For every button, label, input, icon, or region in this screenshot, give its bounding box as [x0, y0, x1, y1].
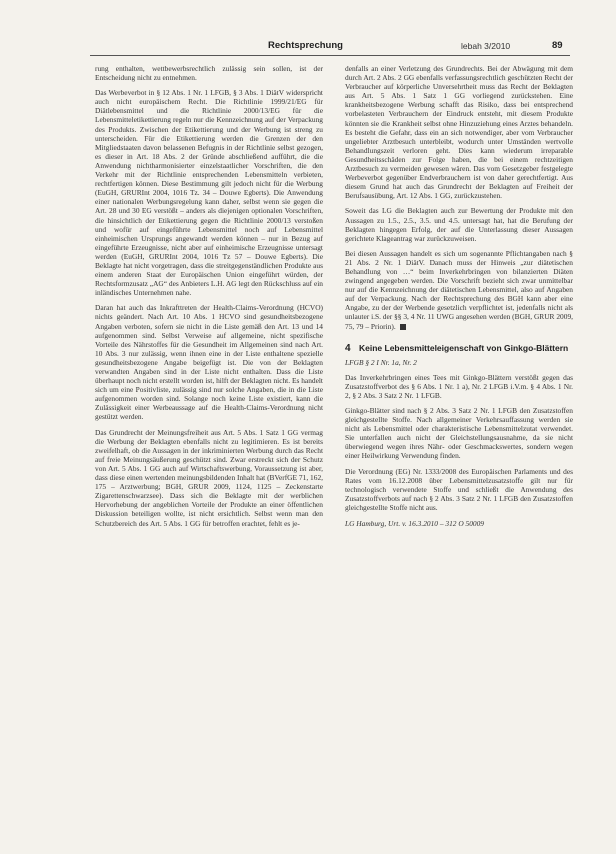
page-number: 89 [552, 40, 563, 51]
header-rule [90, 55, 570, 56]
right-paragraph-1: denfalls an einer Verletzung des Grundrechts. Bei der Abwägung mit dem durch Art. 2 Abs. 2 GG ebenfalls verfassungsrechtlich geschützten Recht der Verbraucher auf körperliche Unversehrtheit muss das Recht der Beklagten aus Art. 5 Abs. 1 Satz 1 GG vorliegend zurückstehen. Eine krankheitsbezogene Werbung schafft das Risiko, dass bei entsprechend vorbelasteten Verbrauchern der Eindruck entsteht, mit diesem Produkte könnten sie die Krankheit selbst ohne Hinzuziehung eines Arztes behandeln. Es besteht die Gefahr, dass ein an sich notwendiger, aber vom Verbraucher ungeliebter Arztbesuch unterbleibt, wodurch unter Umständen wertvolle Behandlungszeit verloren geht. Dies kann wiederum irreparable Gesundheitsschäden zur Folge haben, die bei einem rechtzeitigen Arztbesuch zu vermeiden gewesen wären. Das vom Gesetzgeber festgelegte Werbeverbot gegenüber Endverbrauchern ist von daher gerechtfertigt. Aus diesem Grund hat auch das Grundrecht der Beklagten auf Freiheit der Berufsausübung, Art. 12 Abs. 1 GG, zurückzustehen. [345, 64, 573, 201]
running-header-issue: lebah 3/2010 [461, 41, 511, 51]
left-paragraph-3: Daran hat auch das Inkrafttreten der Health-Claims-Verordnung (HCVO) nichts geändert. Nach Art. 10 Abs. 1 HCVO sind gesundheitsbezogene Angaben verboten, sofern sie nicht in die Liste gemäß den Art. 13 und 14 aufgenommen sind. Selbst Verweise auf allgemeine, nicht spezifische Vorteile des Nährstoffes für die Gesundheit im Allgemeinen sind nach Art. 10 Abs. 3 nur zulässig, wenn ihnen eine in der Liste enthaltene spezielle gesundheitsbezogene Angabe beigefügt ist. Die von der Beklagten verwandten Angaben sind in der Liste nicht enthalten. Dass die Liste überhaupt noch nicht erstellt worden ist, hilft der Beklagten nicht. Es handelt sich um eine Positivliste, zulässig sind nur solche Angaben, die in die Liste aufgenommen worden sind. Solange noch keine Liste existiert, kann die Zulässigkeit einer Werbeaussage auf die Health-Claims-Verordnung nicht gestützt werden. [95, 303, 323, 422]
court-citation: LG Hamburg, Urt. v. 16.3.2010 – 312 O 50009 [345, 519, 484, 529]
running-header-title: Rechtsprechung [268, 40, 343, 51]
section-paragraph-2: Ginkgo-Blätter sind nach § 2 Abs. 3 Satz 2 Nr. 1 LFGB den Zusatzstoffen gleichgestellte Stoffe. Nach allgemeiner Verkehrsauffassung werden sie nicht als Lebensmittel oder charakteristische Lebensmittelzutat verwendet. Sie unterfallen auch nicht der Gleichstellungsausnahme, da sie nicht überwiegend wegen ihres Nähr- oder Geschmackswertes, sondern wegen einer Heilwirkung Verwendung finden. [345, 406, 573, 461]
right-paragraph-3-text: Bei diesen Aussagen handelt es sich um sogenannte Pflichtangaben nach § 21 Abs. 2 Nr. 1 DiätV. Danach muss der Hinweis „zur diätetischen Behandlung von …“ beim Inverkehrbringen von bilanzierten Diäten zwingend angegeben werden. Die Vorschrift bezieht sich zwar unmittelbar nur auf die Kennzeichnung der diätetischen Lebensmittel, also auf Angaben auf der Verpackung. Nach der Rechtsprechung des BGH kann aber eine Angabe, zu der der Werbende gesetzlich verpflichtet ist, jedenfalls nicht als unlauter i.S. der §§ 3, 4 Nr. 11 UWG angesehen werden (BGH, GRUR 2009, 75, 79 – Priorin). [345, 248, 573, 331]
statute-reference: LFGB § 2 I Nr. 1a, Nr. 2 [345, 357, 417, 367]
right-column [345, 64, 573, 536]
section-title: Keine Lebensmitteleigenschaft von Ginkgo-Blättern [359, 342, 569, 353]
end-of-article-mark [400, 324, 406, 330]
left-paragraph-2: Das Werbeverbot in § 12 Abs. 1 Nr. 1 LFGB, § 3 Abs. 1 DiätV widerspricht auch nicht europäischem Recht. Die Richtlinie 1999/21/EG für Diätlebensmittel und die Richtlinie 2000/13/EG für die Lebensmitteletikettierung regeln nur die Kennzeichnung auf der Verpackung des Produkts. Zwischen der Etikettierung und der Werbung ist streng zu unterscheiden. Für die Etikettierung werden die Grenzen der den Mitgliedstaaten davon belassenen Befugnis in der Richtlinie selbst gezogen, es dieser in Art. 18 Abs. 2 der Gründe abschließend aufführt, die die Anwendung nichtharmonisierter einzelstaatlicher Vorschriften, die den Verkehr mit der Richtlinie entsprechenden Lebensmitteln verbieten, rechtfertigen können. Diese Bestimmung gilt jedoch nicht für die Werbung (EuGH, GRURInt 2004, 1016 Tz. 34 – Douwe Egberts). Die Anwendung einer nationalen Werbungsregelung kann daher, selbst wenn sie gegen die Art. 28 und 30 EG verstößt – anders als diejenigen optionalen Vorschriften, die hinsichtlich der Etikettierung gegen die Richtlinie 2000/13 verstoßen und wofür auf eingeführte Lebensmittel noch auf Lebensmittel einheimischen Ursprungs angewandt werden können – nur in Bezug auf eingeführte Erzeugnisse, nicht aber auf einheimische Erzeugnisse untersagt werden (EuGH, GRURInt 2004, 1016 Tz 57 – Douwe Egberts). Die Beklagte hat nicht vorgetragen, dass die streitgegenständlichen Produkte aus einem anderen Staat der Europäischen Union eingeführt würden, der Rechtsformzusatz „AG“ des Anbieters L.H. AG legt den Rückschluss auf ein inländisches Unternehmen nahe. [95, 88, 323, 298]
left-paragraph-1: rung enthalten, wettbewerbsrechtlich zulässig sein sollen, ist der Entscheidung nicht zu entnehmen. [95, 64, 323, 83]
right-paragraph-2: Soweit das LG die Beklagten auch zur Bewertung der Produkte mit den Aussagen zu 1.5., 2.5., 3.5. und 4.5. untersagt hat, hat die Berufung der Beklagten hingegen Erfolg, der auf die Unterlassung dieser Aussagen gerichtete Klageantrag war zurückzuweisen. [345, 206, 573, 243]
section-paragraph-1: Das Inverkehrbringen eines Tees mit Ginkgo-Blättern verstößt gegen das Zusatzstoffverbot des § 6 Abs. 1 Nr. 1 a), Nr. 2 LFGB i.V.m. § 4 Abs. 1 Nr. 2, § 2 Abs. 3 Satz 2 Nr. 1 LFGB. [345, 372, 573, 400]
section-heading [345, 343, 573, 354]
section-paragraph-3: Die Verordnung (EG) Nr. 1333/2008 des Europäischen Parlaments und des Rates vom 16.12.2008 über Lebensmittelzusatzstoffe gilt nur für technologisch verwendete Stoffe und schließt die Anwendung des Zusatzstoffverbots auf nach § 2 Abs. 3 Satz 2 Nr. 1 LFGB den Zusatzstoffen gleichgestellte Stoffe nicht aus. [345, 466, 573, 512]
left-paragraph-4: Das Grundrecht der Meinungsfreiheit aus Art. 5 Abs. 1 Satz 1 GG vermag die Werbung der Beklagten ebenfalls nicht zu legitimieren. Es ist bereits zweifelhaft, ob die Aussagen in der inkriminierten Werbung durch das Recht auf freie Meinungsäußerung geschützt sind. Zwar erstreckt sich der Schutz von Art. 5 Abs. 1 GG auch auf Wirtschaftswerbung, Voraussetzung ist aber, dass diese einen wertenden meinungsbildenden Inhalt hat (BVerfGE 71, 162, 175 – Arztwerbung; BGH, GRUR 2009, 1124, 1125 – Zeckenstarte Zigarettenschwarzsee). Dass sich die Beklagte mit der werblichen Hervorhebung der angeblichen Vorteile der Produkte an einer öffentlichen Diskussion beteiligen wollte, ist nicht ersichtlich. Selbst wenn man den Schutzbereich des Art. 5 Abs. 1 GG für betroffen erachtet, fehlt es je- [95, 427, 323, 528]
left-column [95, 64, 323, 534]
right-paragraph-3 [345, 249, 573, 331]
section-number: 4 [345, 342, 351, 354]
